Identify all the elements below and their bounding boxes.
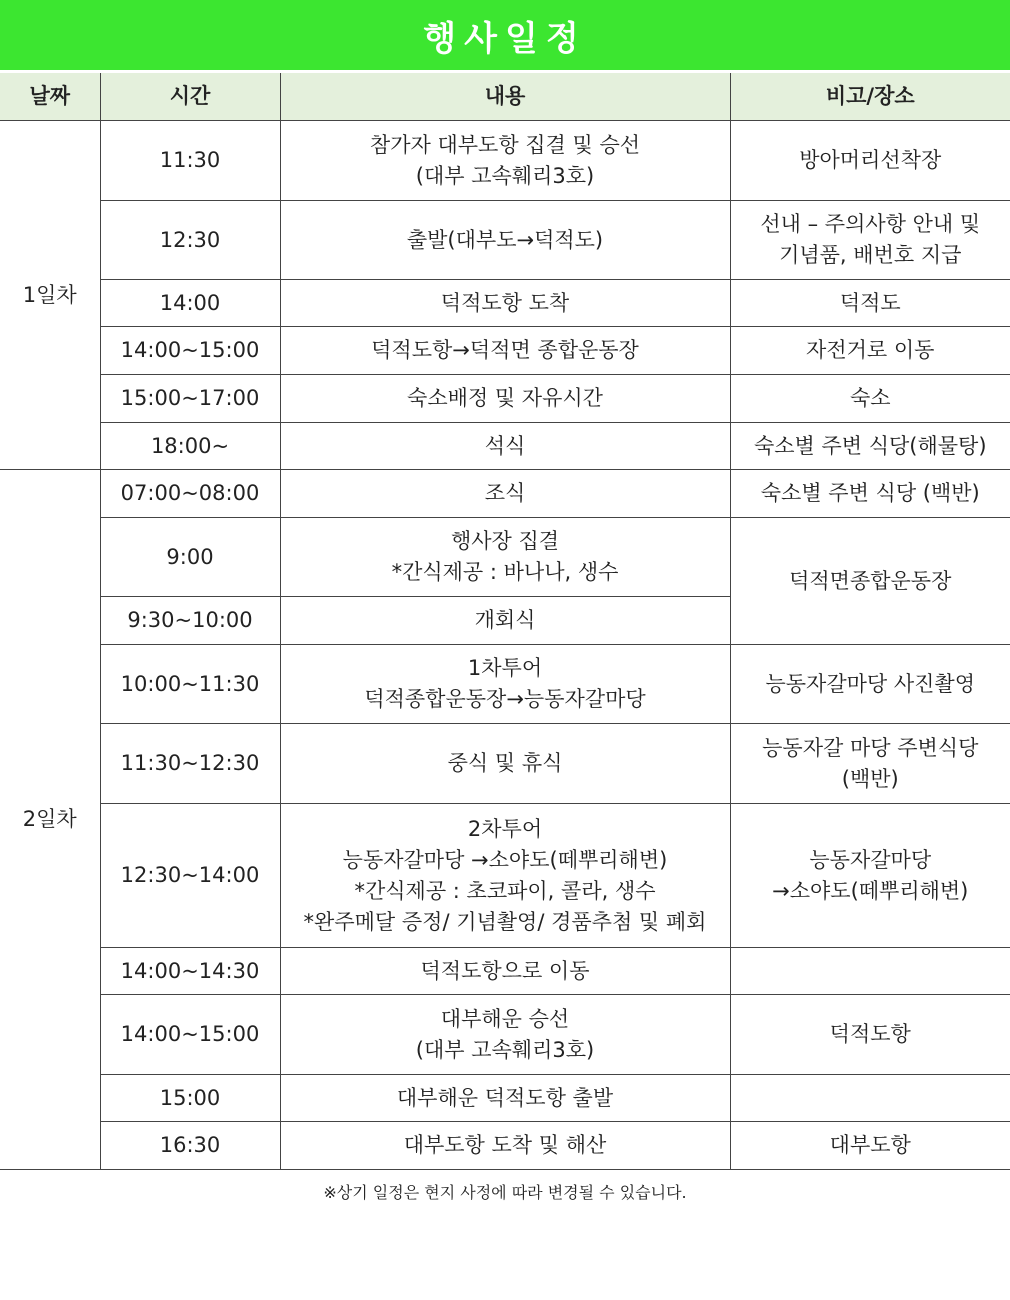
- time-cell: 12:30: [100, 201, 280, 280]
- content-cell: 참가자 대부도항 집결 및 승선 (대부 고속훼리3호): [280, 121, 730, 201]
- time-cell: 9:00: [100, 518, 280, 597]
- time-cell: 15:00: [100, 1075, 280, 1122]
- header-content: 내용: [280, 73, 730, 121]
- time-cell: 14:00~14:30: [100, 948, 280, 995]
- note-cell: 선내 – 주의사항 안내 및 기념품, 배번호 지급: [730, 201, 1010, 280]
- content-cell: 석식: [280, 423, 730, 470]
- page-title: 행사일정: [423, 18, 587, 59]
- time-cell: 15:00~17:00: [100, 375, 280, 423]
- day-label: 2일차: [0, 470, 100, 1170]
- time-cell: 18:00~: [100, 423, 280, 470]
- content-cell: 2차투어 능동자갈마당 →소야도(떼뿌리해변) *간식제공 : 초코파이, 콜라, 생수 *완주메달 증정/ 기념촬영/ 경품추첨 및 폐회: [280, 804, 730, 948]
- time-cell: 14:00: [100, 280, 280, 327]
- table-row: [0, 121, 1010, 201]
- header-time: 시간: [100, 73, 280, 121]
- content-cell: 숙소배정 및 자유시간: [280, 375, 730, 423]
- time-cell: 11:30~12:30: [100, 724, 280, 804]
- content-cell: 덕적도항→덕적면 종합운동장: [280, 327, 730, 375]
- footnote: ※상기 일정은 현지 사정에 따라 변경될 수 있습니다.: [323, 1183, 687, 1202]
- content-cell: 대부해운 승선 (대부 고속훼리3호): [280, 995, 730, 1075]
- time-cell: 16:30: [100, 1122, 280, 1170]
- note-cell: 숙소: [730, 375, 1010, 423]
- day-label: 1일차: [0, 121, 100, 470]
- table-row: [0, 995, 1010, 1075]
- content-cell: 개회식: [280, 597, 730, 645]
- header-row: [0, 73, 1010, 121]
- table-row: [0, 645, 1010, 724]
- content-cell: 덕적도항 도착: [280, 280, 730, 327]
- note-cell: 능동자갈마당 →소야도(떼뿌리해변): [730, 804, 1010, 948]
- schedule-table: [0, 73, 1010, 1170]
- time-cell: 14:00~15:00: [100, 327, 280, 375]
- note-cell: 능동자갈 마당 주변식당 (백반): [730, 724, 1010, 804]
- note-cell: 대부도항: [730, 1122, 1010, 1170]
- note-cell: 능동자갈마당 사진촬영: [730, 645, 1010, 724]
- title-banner: [0, 0, 1010, 70]
- note-cell: 덕적도항: [730, 995, 1010, 1075]
- table-row: [0, 948, 1010, 995]
- content-cell: 대부도항 도착 및 해산: [280, 1122, 730, 1170]
- table-row: [0, 423, 1010, 470]
- table-row: [0, 724, 1010, 804]
- content-cell: 1차투어 덕적종합운동장→능동자갈마당: [280, 645, 730, 724]
- time-cell: 11:30: [100, 121, 280, 201]
- note-cell: [730, 948, 1010, 995]
- time-cell: 14:00~15:00: [100, 995, 280, 1075]
- note-cell: 숙소별 주변 식당 (백반): [730, 470, 1010, 518]
- content-cell: 출발(대부도→덕적도): [280, 201, 730, 280]
- note-cell: 덕적도: [730, 280, 1010, 327]
- time-cell: 9:30~10:00: [100, 597, 280, 645]
- table-row: [0, 1122, 1010, 1170]
- header-date: 날짜: [0, 73, 100, 121]
- table-row: [0, 375, 1010, 423]
- note-cell: 숙소별 주변 식당(해물탕): [730, 423, 1010, 470]
- content-cell: 덕적도항으로 이동: [280, 948, 730, 995]
- table-row: [0, 470, 1010, 518]
- table-row: [0, 327, 1010, 375]
- content-cell: 대부해운 덕적도항 출발: [280, 1075, 730, 1122]
- table-row: [0, 804, 1010, 948]
- table-row: [0, 201, 1010, 280]
- table-row: [0, 1075, 1010, 1122]
- time-cell: 10:00~11:30: [100, 645, 280, 724]
- note-cell: 방아머리선착장: [730, 121, 1010, 201]
- content-cell: 행사장 집결 *간식제공 : 바나나, 생수: [280, 518, 730, 597]
- table-row: [0, 518, 1010, 597]
- note-cell: 자전거로 이동: [730, 327, 1010, 375]
- content-cell: 조식: [280, 470, 730, 518]
- note-cell: 덕적면종합운동장: [730, 518, 1010, 645]
- header-note: 비고/장소: [730, 73, 1010, 121]
- content-cell: 중식 및 휴식: [280, 724, 730, 804]
- table-row: [0, 280, 1010, 327]
- time-cell: 07:00~08:00: [100, 470, 280, 518]
- time-cell: 12:30~14:00: [100, 804, 280, 948]
- note-cell: [730, 1075, 1010, 1122]
